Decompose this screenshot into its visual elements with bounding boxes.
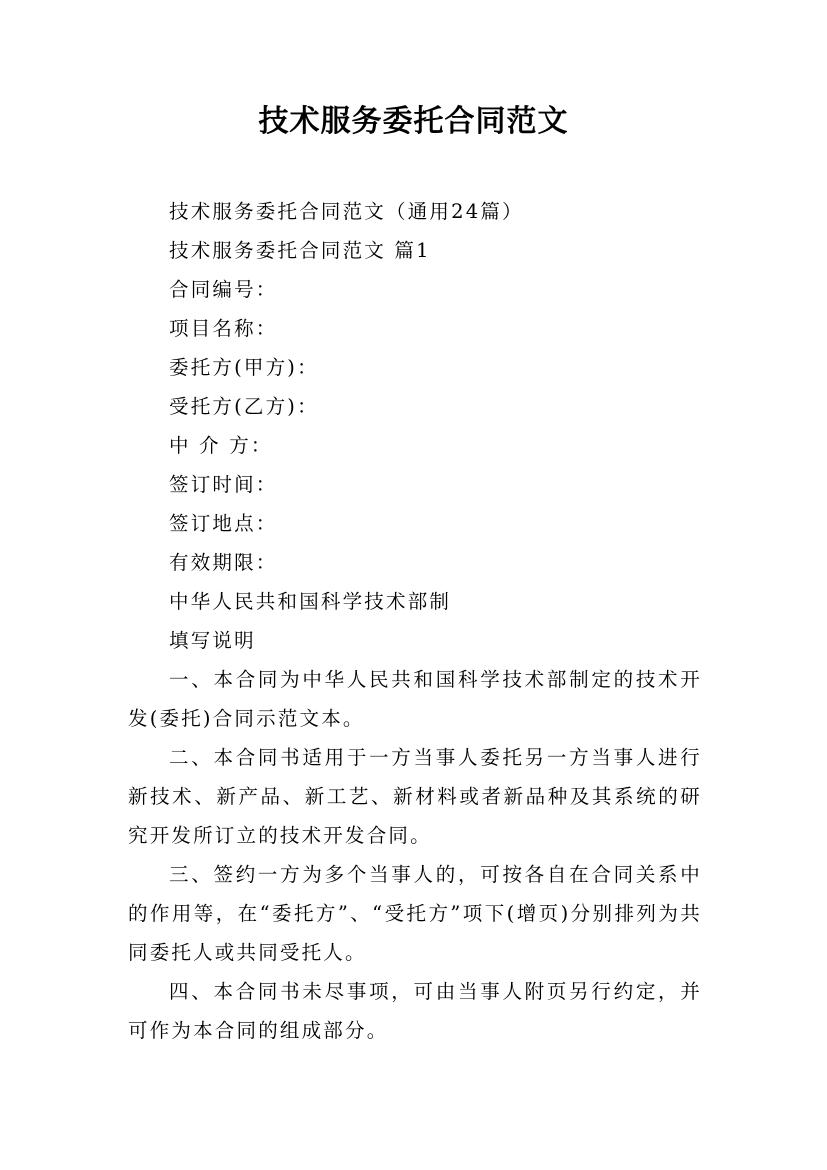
section-heading: 技术服务委托合同范文 篇1 [169, 239, 431, 262]
validity-period-field: 有效期限： [169, 551, 278, 574]
instruction-paragraph: 二、本合同书适用于一方当事人委托另一方当事人进行新技术、新产品、新工艺、新材料或者新品种及其系统的研究开发所订立的技术开发合同。 [128, 746, 702, 847]
issuer-line: 中华人民共和国科学技术部制 [169, 590, 452, 613]
signing-time-field: 签订时间： [169, 473, 278, 496]
instruction-paragraph: 一、本合同为中华人民共和国科学技术部制定的技术开发(委托)合同示范文本。 [128, 668, 702, 730]
instruction-paragraph: 三、签约一方为多个当事人的，可按各自在合同关系中的作用等，在“委托方”、“受托方”项下(增页)分别排列为共同委托人或共同受托人。 [128, 863, 702, 964]
project-name-field: 项目名称： [169, 317, 278, 340]
signing-place-field: 签订地点： [169, 512, 278, 535]
subtitle-line: 技术服务委托合同范文（通用24篇） [169, 200, 524, 223]
client-party-field: 委托方(甲方)： [169, 356, 319, 379]
instruction-paragraph: 四、本合同书未尽事项，可由当事人附页另行约定，并可作为本合同的组成部分。 [128, 980, 702, 1042]
document-body [128, 192, 702, 1050]
document-title: 技术服务委托合同范文 [258, 104, 569, 139]
intermediary-field: 中 介 方： [169, 434, 273, 457]
instructions-heading: 填写说明 [169, 629, 256, 652]
contractor-party-field: 受托方(乙方)： [169, 395, 319, 418]
contract-number-field: 合同编号： [169, 278, 278, 301]
